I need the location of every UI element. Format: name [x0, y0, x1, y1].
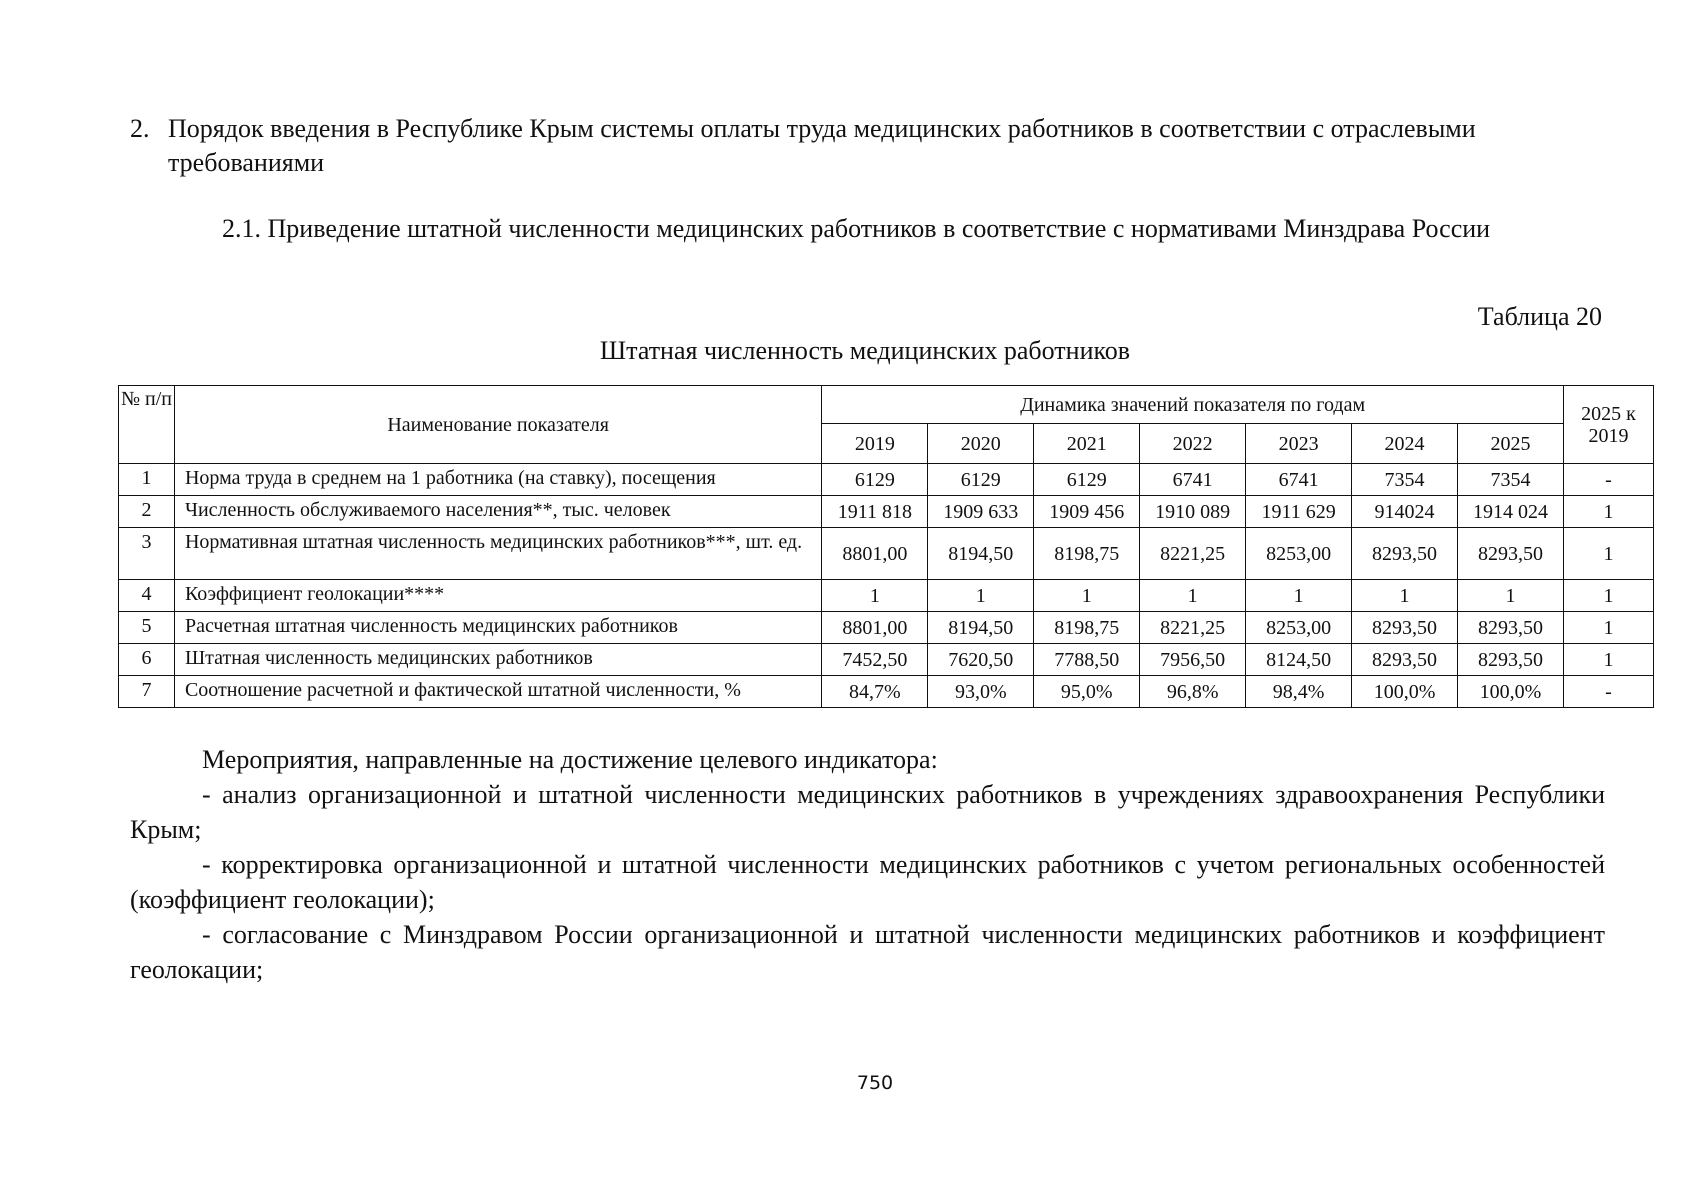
indicator-name: Норма труда в среднем на 1 работника (на ставку), посещения	[174, 464, 821, 496]
value-cell: 6129	[1034, 464, 1140, 496]
table-caption: Штатная численность медицинских работников	[599, 336, 1131, 365]
header-num: № п/п	[119, 386, 175, 464]
header-year: 2020	[928, 424, 1034, 464]
value-cell: 1	[1352, 580, 1458, 612]
value-cell: 7956,50	[1140, 644, 1246, 676]
ratio-cell: -	[1563, 464, 1653, 496]
value-cell: 8253,00	[1246, 528, 1352, 580]
value-cell: 1	[1140, 580, 1246, 612]
value-cell: 84,7%	[822, 676, 928, 708]
table-row	[119, 580, 1654, 612]
value-cell: 1911 629	[1246, 496, 1352, 528]
value-cell: 93,0%	[928, 676, 1034, 708]
value-cell: 1	[1246, 580, 1352, 612]
value-cell: 8293,50	[1352, 528, 1458, 580]
value-cell: 8801,00	[822, 612, 928, 644]
value-cell: 1910 089	[1140, 496, 1246, 528]
indicator-name: Численность обслуживаемого населения**, тыс. человек	[174, 496, 821, 528]
row-number: 5	[119, 612, 175, 644]
value-cell: 7354	[1352, 464, 1458, 496]
table-label: Таблица 20	[1477, 302, 1602, 331]
indicator-name: Штатная численность медицинских работников	[174, 644, 821, 676]
value-cell: 8293,50	[1458, 612, 1564, 644]
subsection-heading: 2.1. Приведение штатной численности медицинских работников в соответствие с нормативами Минздрава России	[222, 214, 1491, 243]
value-cell: 8221,25	[1140, 528, 1246, 580]
value-cell: 1	[928, 580, 1034, 612]
value-cell: 8221,25	[1140, 612, 1246, 644]
header-dynamics: Динамика значений показателя по годам	[822, 386, 1564, 424]
value-cell: 7452,50	[822, 644, 928, 676]
value-cell: 1914 024	[1458, 496, 1564, 528]
ratio-cell: 1	[1563, 496, 1653, 528]
header-ratio: 2025 к 2019	[1563, 386, 1653, 464]
staffing-table	[118, 385, 1654, 708]
measures-intro: Мероприятия, направленные на достижение целевого индикатора:	[202, 745, 938, 774]
indicator-name: Расчетная штатная численность медицинских работников	[174, 612, 821, 644]
value-cell: 98,4%	[1246, 676, 1352, 708]
value-cell: 1	[1034, 580, 1140, 612]
value-cell: 8194,50	[928, 528, 1034, 580]
value-cell: 7354	[1458, 464, 1564, 496]
measure-item: - анализ организационной и штатной численности медицинских работников в учреждениях здравоохранения Республики Крым;	[130, 780, 1605, 844]
value-cell: 1	[822, 580, 928, 612]
row-number: 7	[119, 676, 175, 708]
row-number: 1	[119, 464, 175, 496]
value-cell: 914024	[1352, 496, 1458, 528]
value-cell: 100,0%	[1458, 676, 1564, 708]
value-cell: 95,0%	[1034, 676, 1140, 708]
value-cell: 8124,50	[1246, 644, 1352, 676]
measure-item: - корректировка организационной и штатной численности медицинских работников с учетом региональных особенностей (коэффициент геолокации);	[130, 850, 1605, 914]
table-row	[119, 464, 1654, 496]
row-number: 6	[119, 644, 175, 676]
header-year: 2023	[1246, 424, 1352, 464]
measure-item: - согласование с Минздравом России организационной и штатной численности медицинских работников и коэффициент геолокации;	[130, 920, 1605, 984]
measures-section	[130, 742, 1605, 987]
value-cell: 1909 633	[928, 496, 1034, 528]
header-year: 2019	[822, 424, 928, 464]
ratio-cell: 1	[1563, 612, 1653, 644]
value-cell: 6129	[822, 464, 928, 496]
value-cell: 6741	[1246, 464, 1352, 496]
value-cell: 8198,75	[1034, 528, 1140, 580]
value-cell: 96,8%	[1140, 676, 1246, 708]
ratio-cell: 1	[1563, 528, 1653, 580]
table-row	[119, 676, 1654, 708]
value-cell: 1911 818	[822, 496, 928, 528]
indicator-name: Соотношение расчетной и фактической штатной численности, %	[174, 676, 821, 708]
value-cell: 8194,50	[928, 612, 1034, 644]
value-cell: 1	[1458, 580, 1564, 612]
section-number: 2.	[130, 114, 150, 143]
value-cell: 6741	[1140, 464, 1246, 496]
header-year: 2021	[1034, 424, 1140, 464]
row-number: 4	[119, 580, 175, 612]
value-cell: 8293,50	[1458, 528, 1564, 580]
header-year: 2022	[1140, 424, 1246, 464]
value-cell: 100,0%	[1352, 676, 1458, 708]
page-number: 750	[856, 1072, 894, 1094]
row-number: 2	[119, 496, 175, 528]
value-cell: 8293,50	[1352, 612, 1458, 644]
value-cell: 6129	[928, 464, 1034, 496]
ratio-cell: -	[1563, 676, 1653, 708]
table-row	[119, 644, 1654, 676]
table-row	[119, 528, 1654, 580]
indicator-name: Нормативная штатная численность медицинских работников***, шт. ед.	[174, 528, 821, 580]
header-name: Наименование показателя	[174, 386, 821, 464]
value-cell: 7788,50	[1034, 644, 1140, 676]
value-cell: 1909 456	[1034, 496, 1140, 528]
section-title: Порядок введения в Республике Крым системы оплаты труда медицинских работников в соответствии с отраслевыми требованиями	[168, 114, 1476, 177]
ratio-cell: 1	[1563, 644, 1653, 676]
value-cell: 8198,75	[1034, 612, 1140, 644]
table-row	[119, 612, 1654, 644]
indicator-name: Коэффициент геолокации****	[174, 580, 821, 612]
value-cell: 8253,00	[1246, 612, 1352, 644]
table-row	[119, 496, 1654, 528]
value-cell: 8801,00	[822, 528, 928, 580]
header-year: 2024	[1352, 424, 1458, 464]
ratio-cell: 1	[1563, 580, 1653, 612]
header-year: 2025	[1458, 424, 1564, 464]
row-number: 3	[119, 528, 175, 580]
value-cell: 8293,50	[1458, 644, 1564, 676]
value-cell: 7620,50	[928, 644, 1034, 676]
value-cell: 8293,50	[1352, 644, 1458, 676]
